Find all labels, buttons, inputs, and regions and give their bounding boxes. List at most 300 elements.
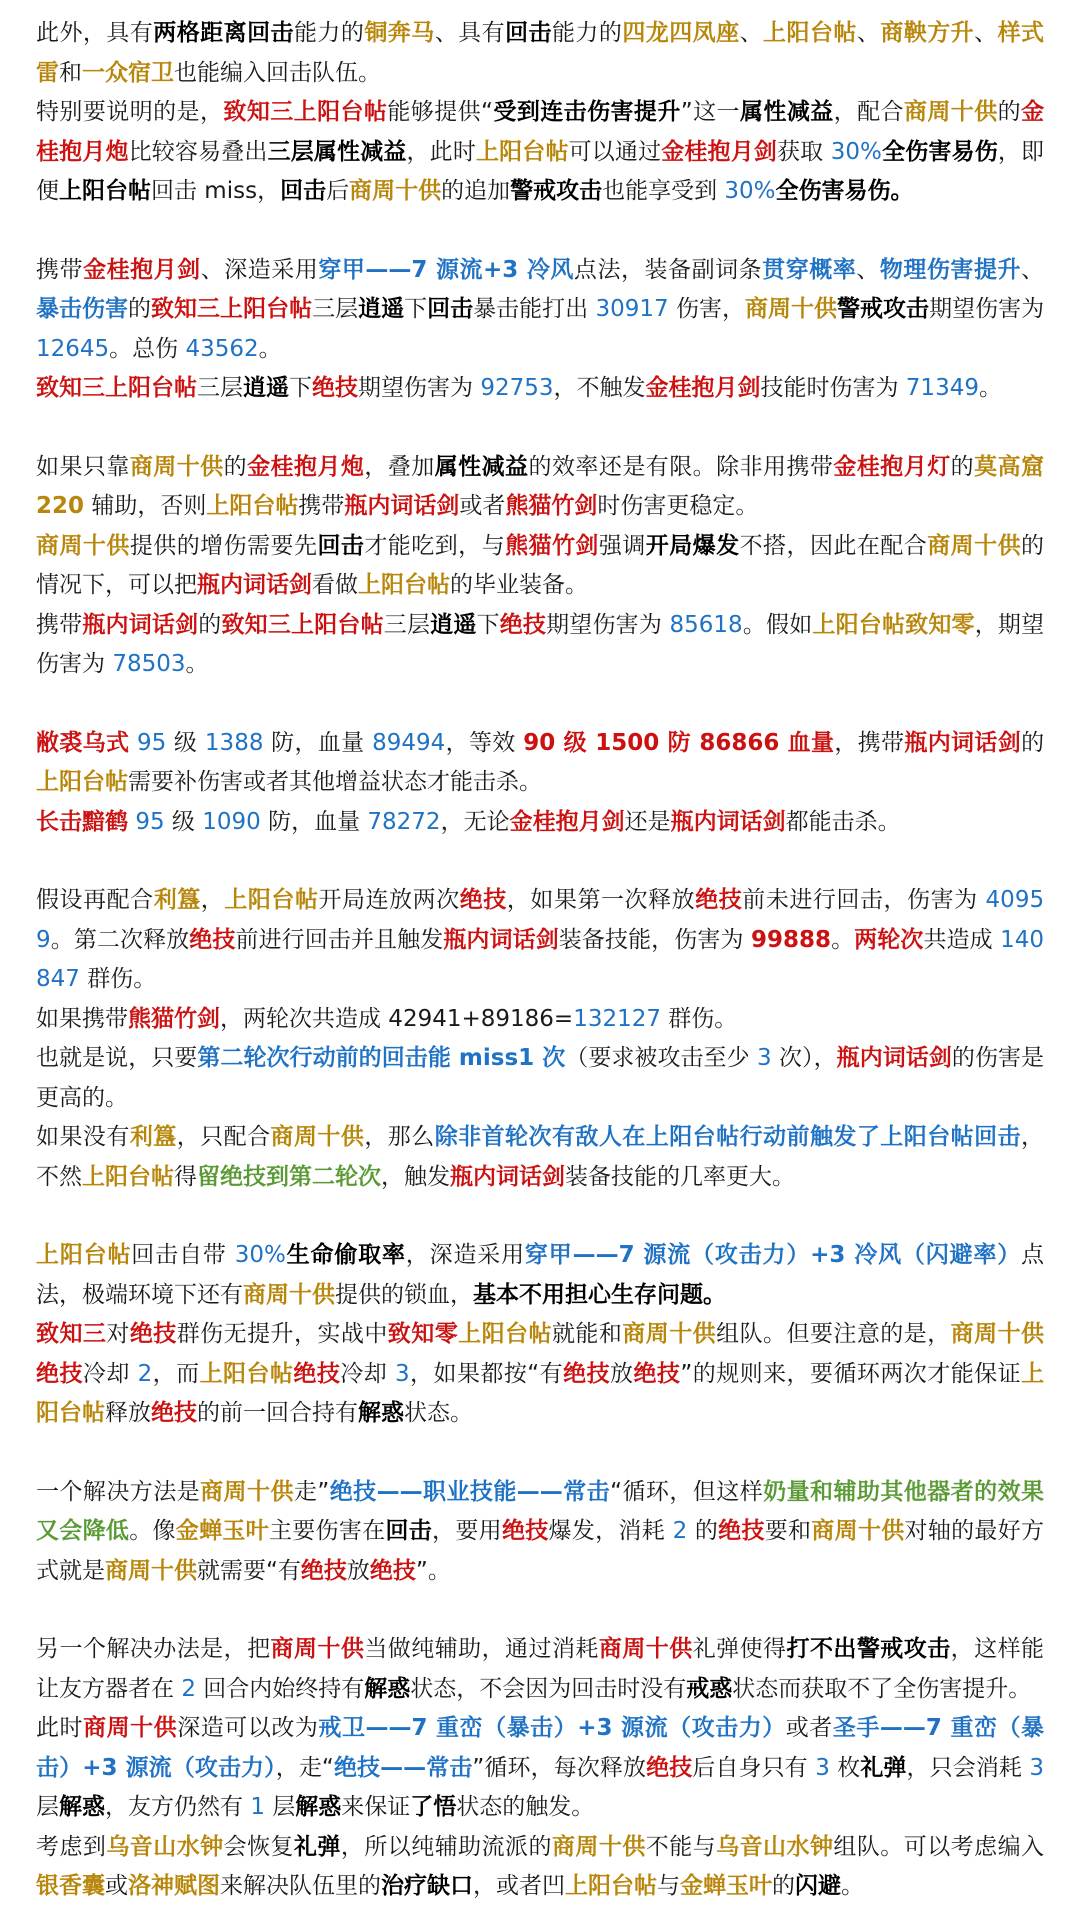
text-run: 商周十供 [811,1518,905,1544]
text-run: 熊猫竹剑 [505,493,598,519]
text-run: 三层 [383,611,431,638]
text-run: ，如果第一次释放 [506,887,696,913]
text-run: 的 [950,453,975,480]
text-run: 冷却 [340,1360,395,1387]
text-run: 利簋 [129,1124,177,1150]
paragraph [36,369,1044,409]
text-run: 两格距离回击 [153,20,294,46]
text-run: 瓶内词话剑 [197,572,312,598]
text-run: 致知三上阳台帖 [223,99,388,125]
text-run: 就需要“有 [197,1557,301,1584]
text-run: 或 [105,1873,128,1899]
text-run: 戒惑 [686,1675,733,1702]
text-run: 下 [404,296,428,322]
text-run: 解惑 [59,1794,105,1820]
text-run: 特别要说明的是， [36,99,224,125]
text-run: 此时 [36,1715,84,1741]
text-run: 致知三上阳台帖 [36,375,197,401]
text-run: 需要补伤害或者其他增益状态才能击杀。 [128,769,542,795]
text-run: 熊猫竹剑 [505,532,599,559]
text-run: 金桂抱月剑 [83,256,201,283]
text-run: 132127 [573,1005,661,1032]
text-run: 商周十供 [349,178,442,204]
text-run: 来保证 [341,1794,411,1820]
text-run: 绝技——职业技能——常击 [329,1478,611,1505]
text-run: 绝技 [151,1400,197,1426]
text-run: 绝技 [129,1321,177,1347]
text-run: 商周十供 [36,532,130,559]
text-run: 警戒攻击 [510,178,603,204]
text-run: ，等效 [445,729,524,756]
text-run: ，那么 [364,1124,435,1150]
text-run: 不能与 [645,1833,717,1860]
text-run: 2 [137,1360,153,1387]
text-run: 2 [181,1675,196,1702]
text-run: 。像 [129,1518,176,1544]
text-run: 携带 [36,611,83,638]
text-run: ，配合 [833,99,904,125]
text-run: 43562 [185,335,259,362]
paragraph [36,527,1044,606]
text-run: 71349 [905,375,979,401]
text-run: 商鞅方升 [880,20,975,46]
text-run: 的 [687,1518,719,1544]
text-run: 的效率还是有限。除非用携带 [528,453,834,480]
text-run: 的 [1021,729,1045,756]
text-run: 上阳台帖 [199,1360,294,1387]
paragraph [36,1630,1044,1709]
text-run: 暴击能打出 [473,296,596,322]
text-run: 商周十供 [270,1636,365,1662]
text-run: 商周十供 [598,1636,693,1662]
paragraph-gap [36,409,1044,448]
text-run: 瓶内词话剑 [904,729,1022,756]
text-run: 组队。但要注意的是， [716,1321,951,1347]
text-run: 才能吃到，与 [364,532,506,559]
text-run: 贯穿概率 [762,256,857,283]
text-run: 上阳台帖 [358,572,450,598]
text-run: 99888 [750,926,831,953]
text-run: 绝技 [36,1360,83,1387]
text-run: 78503 [112,651,186,677]
text-run: ，不然 [36,1124,1045,1190]
text-run: 上阳台帖 [565,1873,657,1899]
text-run: 、 [1021,256,1045,283]
text-run: 礼弹 [860,1754,907,1781]
text-run: 的 [772,1873,795,1899]
text-run: 期望伤害为 [358,375,481,401]
text-run: 奶量和辅助其他器者的效果又会降低 [36,1478,1045,1544]
text-run: 后自身只有 [692,1754,816,1781]
text-run: 前进行回击并且触发 [235,926,444,953]
text-run: 商周十供 [622,1321,717,1347]
text-run: 打不出警戒攻击 [786,1636,951,1662]
text-run: 回击 miss， [151,178,281,204]
text-run: 都能击杀。 [785,808,901,835]
text-run: 状态。 [404,1400,473,1426]
text-run: 绝技 [718,1518,765,1544]
text-run: 绝技 [312,375,358,401]
text-run: 可以通过 [568,138,662,165]
text-run: 。假如 [742,611,813,638]
text-run: 三层属性减益 [267,138,407,165]
text-run: 枚 [829,1754,861,1781]
text-run: 装备技能的几率更大。 [565,1163,795,1190]
text-run: ，友方仍然有 [105,1794,251,1820]
text-run: 深造可以改为 [177,1715,319,1741]
paragraph [36,1709,1044,1828]
text-run: 开局连放两次 [318,887,460,913]
paragraph-gap [36,212,1044,251]
text-run: 点法，装备副词条 [573,256,763,283]
text-run: 绝技 [633,1360,681,1387]
text-run: 78272 [367,808,441,835]
text-run: 、 [856,256,880,283]
text-run: 另一个解决办法是，把 [36,1636,271,1662]
text-run: 也能编入回击队伍。 [174,59,381,86]
text-run: ，触发 [381,1163,450,1190]
text-run: 能力的 [551,20,623,46]
paragraph [36,1315,1044,1434]
text-run: 假设再配合 [36,887,154,913]
paragraph-gap [36,1591,1044,1630]
text-run: 层 [264,1794,296,1820]
text-run: 如果没有 [36,1124,130,1150]
text-run: 。 [185,651,209,677]
text-run: 共造成 [923,926,1001,953]
text-run: 对轴的最好方式就是 [36,1518,1045,1584]
paragraph [36,1118,1044,1197]
text-run: 30917 [595,296,669,322]
text-run: 。第二次释放 [50,926,190,953]
text-run: 回击 [317,532,365,559]
text-run: 如果携带 [36,1005,128,1032]
text-run: 上阳台帖 [36,769,128,795]
text-run: 绝技 [369,1557,416,1584]
text-run: 放 [610,1360,634,1387]
text-run: 两轮次 [854,926,924,953]
text-run: 防，血量 [263,729,373,756]
text-run: 状态的触发。 [456,1794,595,1820]
text-run: 瓶内词话剑 [836,1045,952,1071]
text-run: 能够提供“ [387,99,493,125]
text-run: 穿甲——7 源流+3 冷风 [318,256,574,283]
text-run: ，期望伤害为 [36,611,1045,677]
text-run: 、 [739,20,764,46]
text-run: 30% [830,138,882,165]
text-run: 全伤害易伤 [881,138,998,165]
text-run: ，所以纯辅助流派的 [340,1833,552,1860]
text-run: 致知三上阳台帖 [221,611,384,638]
paragraph [36,1828,1044,1907]
text-run: 的 [128,296,152,322]
text-run: 铜奔马 [364,20,435,46]
text-run: 1388 [204,729,264,756]
text-run: 携带 [36,256,84,283]
text-run: 的 [198,611,222,638]
paragraph [36,251,1044,370]
text-run: 圣手——7 重峦（暴击）+3 源流（攻击力） [36,1715,1045,1781]
text-run: ，两轮次共造成 42941+89186= [220,1005,574,1032]
text-run: 绝技 [646,1754,693,1781]
text-run: 当做纯辅助，通过消耗 [364,1636,599,1662]
text-run: 商周十供 [927,532,1022,559]
text-run: 商周十供 [950,1321,1045,1347]
text-run: 商周十供 [200,1478,294,1505]
text-run: 商周十供 [129,453,224,480]
text-run: 商周十供 [551,1833,646,1860]
text-run: 银香囊 [36,1873,105,1899]
text-run: 要和 [764,1518,812,1544]
text-run: 商周十供 [745,296,838,322]
text-run: 逍遥 [243,375,289,401]
text-run: ，叠加 [364,453,435,480]
text-run: 解惑 [364,1675,411,1702]
text-run: ，这样能让友方器者在 [36,1636,1045,1702]
text-run: 会恢复 [223,1833,294,1860]
text-run: 后 [326,178,350,204]
text-run: 治疗缺口 [381,1873,473,1899]
text-run: 礼弹使得 [692,1636,787,1662]
text-run: 装备技能，伤害为 [558,926,751,953]
text-run: 。 [841,1873,864,1899]
text-run: 的 [223,453,248,480]
text-run: 30% [724,178,776,204]
text-run: ，此时 [406,138,476,165]
text-run: ，要用 [432,1518,502,1544]
text-run: 来解决队伍里的 [220,1873,381,1899]
text-run: 的伤害是更高的。 [36,1045,1045,1111]
paragraph-gap [36,842,1044,881]
paragraph-gap [36,1197,1044,1236]
text-run: 金桂抱月炮 [247,453,365,480]
text-run: 绝技 [695,887,743,913]
text-run: ，或者凹 [473,1873,565,1899]
text-run: 防，血量 [260,808,368,835]
text-run: 、 [856,20,881,46]
text-run: 的追加 [441,178,511,204]
text-run: 状态，不会因为回击时没有 [410,1675,687,1702]
text-run: 群伤无提升，实战中 [176,1321,388,1347]
text-run: 致知三 [36,1321,107,1347]
text-run: 下 [289,375,312,401]
paragraph-gap [36,1434,1044,1473]
text-run: 绝技 [563,1360,611,1387]
text-run: 3 [757,1045,772,1071]
text-run: ，深造采用 [405,1242,525,1268]
text-run: 商周十供 [83,1715,178,1741]
paragraph [36,1000,1044,1040]
text-run: 乌音山水钟 [106,1833,224,1860]
text-run: 上阳台帖 [36,1360,1045,1426]
text-run: 比较容易叠出 [128,138,268,165]
text-run: 回合内始终持有 [195,1675,365,1702]
text-run: 或者 [459,493,506,519]
text-run: 逍遥 [430,611,477,638]
text-run: 回击自带 [131,1242,235,1268]
text-run: 95 [137,729,167,756]
paragraph [36,93,1044,212]
text-run: 开局爆发 [645,532,740,559]
paragraph [36,1236,1044,1315]
text-run: 瓶内词话剑 [82,611,199,638]
text-run: ，走“ [275,1754,334,1781]
text-run: ”这一 [680,99,740,125]
text-run: 就能和 [551,1321,623,1347]
text-run: 期望伤害为 [546,611,670,638]
text-run: 走” [293,1478,330,1505]
text-run: 致知零 [387,1321,459,1347]
text-run: 暴击伤害 [36,296,129,322]
text-run: 层 [36,1794,59,1820]
text-run: 提供的锁血， [335,1281,473,1308]
text-run: 致知三上阳台帖 [151,296,313,322]
text-run: 上阳台帖 [763,20,857,46]
text-run: 商周十供 [243,1281,335,1308]
text-run: 看做 [312,572,358,598]
text-run: 85618 [669,611,743,638]
text-run: 级 [164,808,203,835]
text-run: 利簋 [153,887,201,913]
text-run: 乌音山水钟 [716,1833,834,1860]
text-run: 金桂抱月炮 [36,99,1045,165]
text-run: 基本不用担心生存问题。 [473,1281,726,1308]
text-run: 释放 [105,1400,151,1426]
text-run: 。 [978,375,1002,401]
text-run: 一众宿卫 [82,59,174,86]
text-run: 。总伤 [109,335,186,362]
text-run: 主要伤害在 [268,1518,386,1544]
text-run: 上阳台帖 [475,138,569,165]
paragraph [36,881,1044,1000]
text-run: 莫高窟 220 [36,453,1045,519]
text-run: 除非首轮次有敌人在上阳台帖行动前触发了上阳台帖回击 [434,1124,1022,1150]
text-run: 技能时伤害为 [760,375,906,401]
paragraph [36,1039,1044,1118]
text-run: “循环，但这样 [610,1478,764,1505]
text-run: ，不触发 [553,375,646,401]
text-run: 。 [830,926,855,953]
text-run: 全伤害易伤。 [775,178,914,204]
text-run: 1 [250,1794,265,1820]
text-run: 上阳台帖致知零 [812,611,975,638]
text-run: 放 [346,1557,370,1584]
text-run: ”的规则来，要循环两次才能保证 [680,1360,1022,1387]
text-run: 爆发，消耗 [548,1518,673,1544]
text-run: 的毕业装备。 [450,572,588,598]
text-run: 辅助，否则 [84,493,207,519]
text-run: 绝技 [300,1557,347,1584]
text-run: 群伤。 [79,966,157,992]
text-run: 此外，具有 [36,20,154,46]
text-run: 级 [166,729,205,756]
text-run: 受到连击伤害提升 [492,99,681,125]
text-run: （要求被攻击至少 [565,1045,758,1071]
text-run: 回击 [427,296,474,322]
text-run: 商周十供 [105,1557,197,1584]
text-run: 与 [657,1873,680,1899]
text-run: 3 [815,1754,830,1781]
text-run: 绝技 [499,611,547,638]
text-run: 瓶内词话剑 [443,926,559,953]
text-run: 回击 [505,20,552,46]
text-run: 3 [394,1360,410,1387]
text-run: 的前一回合持有 [197,1400,358,1426]
text-run: 留绝技到第二轮次 [197,1163,381,1190]
text-run: 熊猫竹剑 [128,1005,220,1032]
text-run: 金桂抱月剑 [645,375,761,401]
text-run: 95 [135,808,165,835]
text-run: 、 [974,20,998,46]
text-run: 状态而获取不了全伤害提升。 [732,1675,1032,1702]
text-run: ，携带 [834,729,905,756]
text-run: ，如果都按“有 [409,1360,564,1387]
text-run: 强调 [598,532,646,559]
text-run: 绝技——常击 [333,1754,473,1781]
text-run: 瓶内词话剑 [344,493,460,519]
text-run: 下 [476,611,500,638]
text-run: 或者 [785,1715,833,1741]
text-run: 也能享受到 [602,178,725,204]
text-run: 1090 [202,808,261,835]
text-run: 逍遥 [358,296,405,322]
text-run: ， [200,887,225,913]
text-run: 点法，极端环境下还有 [36,1242,1045,1308]
text-run: 敝裘乌式 [36,729,130,756]
text-run: 金蝉玉叶 [680,1873,772,1899]
text-run: 3 [1029,1754,1045,1781]
text-run: 对 [106,1321,130,1347]
text-run: 次）， [771,1045,837,1071]
text-run: 属性减益 [739,99,834,125]
text-run: 绝技 [189,926,236,953]
text-run: 不搭，因此在配合 [739,532,928,559]
paragraph [36,803,1044,843]
paragraph [36,1473,1044,1592]
text-run: 金桂抱月剑 [509,808,625,835]
text-run: 警戒攻击 [837,296,930,322]
text-run: ，无论 [440,808,510,835]
text-run: 戒卫——7 重峦（暴击）+3 源流（攻击力） [318,1715,786,1741]
text-run: 金桂抱月灯 [833,453,951,480]
text-run [129,730,137,756]
text-run: ”。 [415,1557,451,1584]
text-run: 、深造采用 [200,256,319,283]
paragraph [36,606,1044,685]
text-run: 礼弹 [293,1833,341,1860]
text-run: 回击 [385,1518,433,1544]
text-run: 样式雷 [36,20,1045,86]
text-run: 上阳台帖 [82,1163,174,1190]
text-run: 闪避 [795,1873,841,1899]
text-run: 期望伤害为 [929,296,1045,322]
text-run: 2 [672,1518,688,1544]
text-run: 群伤。 [661,1005,738,1032]
text-run: 。 [258,335,282,362]
text-run: 提供的增伤需要先 [129,532,318,559]
text-run: 瓶内词话剑 [450,1163,565,1190]
text-run: 了悟 [410,1794,457,1820]
text-run: 解惑 [295,1794,342,1820]
text-run: ，只会消耗 [906,1754,1030,1781]
text-run: 四龙四凤座 [622,20,740,46]
text-run: 、具有 [434,20,506,46]
text-run: 如果只靠 [36,453,130,480]
text-run: 洛神赋图 [128,1873,220,1899]
text-run: 和 [59,59,82,86]
text-run: 能力的 [293,20,365,46]
text-run: 时伤害更稳定。 [597,493,759,519]
